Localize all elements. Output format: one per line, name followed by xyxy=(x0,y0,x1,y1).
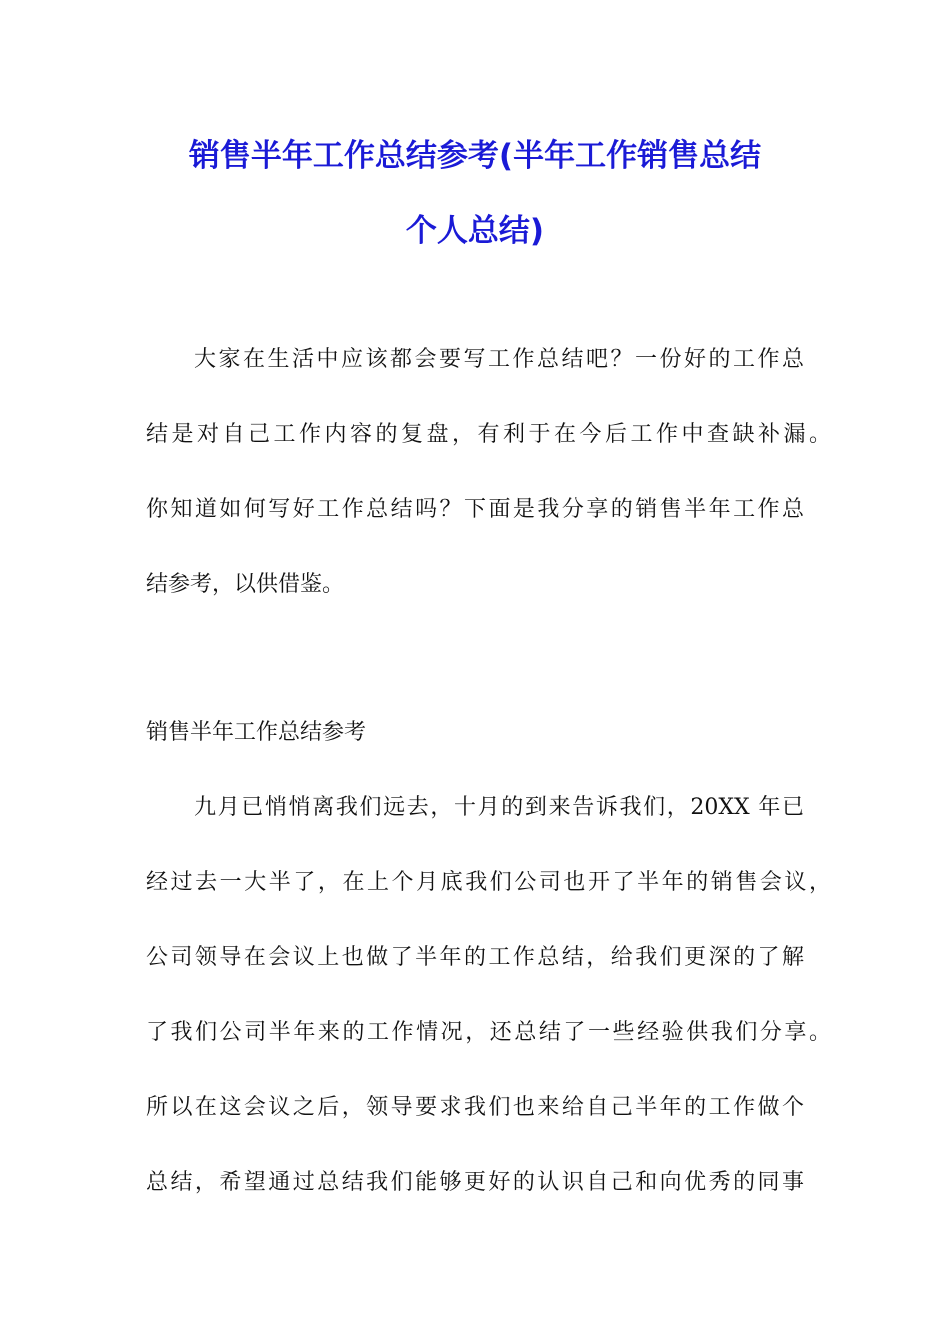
body-line-3: 公司领导在会议上也做了半年的工作总结，给我们更深的了解 xyxy=(146,945,804,970)
intro-line-2: 结是对自己工作内容的复盘，有利于在今后工作中查缺补漏。 xyxy=(146,422,831,447)
body-line-5: 所以在这会议之后，领导要求我们也来给自己半年的工作做个 xyxy=(146,1095,804,1120)
intro-line-3: 你知道如何写好工作总结吗？下面是我分享的销售半年工作总 xyxy=(146,497,804,522)
document-title-line-2: 个人总结) xyxy=(405,213,545,249)
body-line-2: 经过去一大半了，在上个月底我们公司也开了半年的销售会议， xyxy=(146,870,831,895)
body-line-4: 了我们公司半年来的工作情况，还总结了一些经验供我们分享。 xyxy=(146,1020,831,1045)
body-line-6: 总结，希望通过总结我们能够更好的认识自己和向优秀的同事 xyxy=(146,1170,804,1195)
section-heading: 销售半年工作总结参考 xyxy=(146,720,367,745)
document-title-line-1: 销售半年工作总结参考(半年工作销售总结 xyxy=(188,138,762,174)
body-line-1: 九月已悄悄离我们远去，十月的到来告诉我们，20XX 年已 xyxy=(194,795,804,820)
intro-line-4: 结参考，以供借鉴。 xyxy=(146,572,345,597)
intro-line-1: 大家在生活中应该都会要写工作总结吧？一份好的工作总 xyxy=(194,347,804,372)
